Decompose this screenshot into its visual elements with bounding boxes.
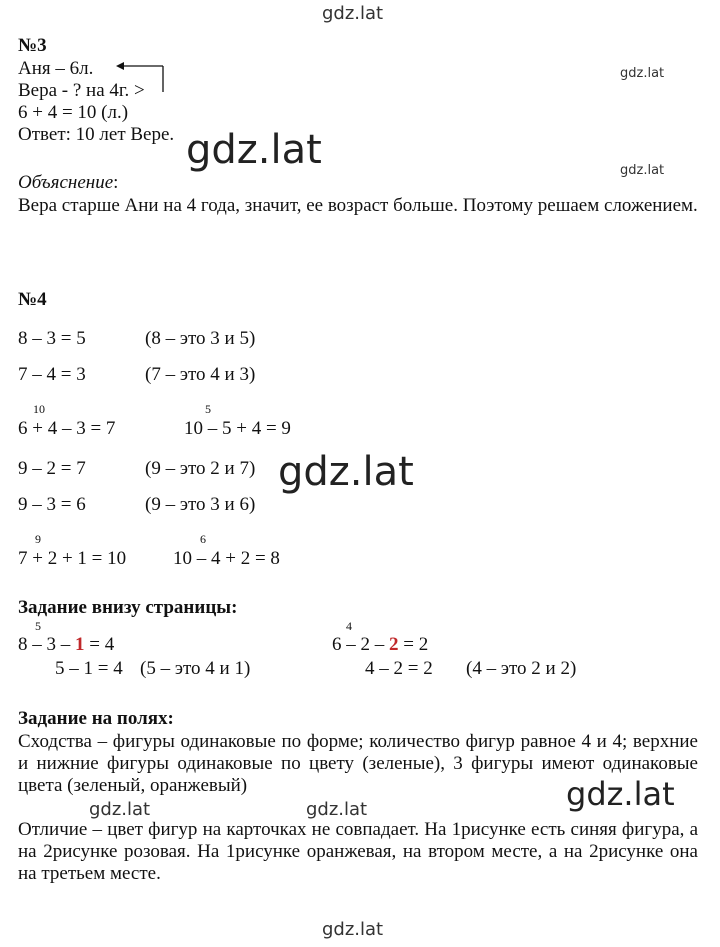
task4-row6b-sup: 6 <box>200 532 206 546</box>
task4-number: №4 <box>18 289 47 310</box>
bottom-b2-comment: (4 – это 2 и 2) <box>466 658 577 679</box>
task4-row6b: 10 – 4 + 2 = 8 <box>173 548 280 569</box>
task4-row5-comment: (9 – это 3 и 6) <box>145 494 256 515</box>
bottom-a2: 5 – 1 = 4 <box>55 658 123 679</box>
watermark-footer: gdz.lat <box>322 919 384 940</box>
watermark-right-2: gdz.lat <box>620 163 665 178</box>
explanation-text: Вера старше Ани на 4 года, значит, ее возраст больше. Поэтому решаем сложением. <box>18 195 698 216</box>
explanation-heading <box>18 172 118 194</box>
task4-row3b: 10 – 5 + 4 = 9 <box>184 418 291 439</box>
bottom-a-equation <box>18 634 114 656</box>
bottom-a-post: = 4 <box>84 634 115 655</box>
watermark-big-3: gdz.lat <box>566 775 675 813</box>
bottom-b-red: 2 <box>389 634 399 655</box>
margin-task-title: Задание на полях: <box>18 708 174 729</box>
task4-row1: 8 – 3 = 5 <box>18 328 86 349</box>
explanation-colon: : <box>113 172 119 193</box>
task4-row3-sup: 10 <box>33 402 45 416</box>
task4-row3b-sup: 5 <box>205 402 211 416</box>
task4-row2-comment: (7 – это 4 и 3) <box>145 364 256 385</box>
task4-row6-sup: 9 <box>35 532 41 546</box>
watermark-right-1: gdz.lat <box>620 66 665 81</box>
task3-line1: Аня – 6л. <box>18 58 94 79</box>
bottom-b-pre: 6 – 2 – <box>332 634 389 655</box>
task3-line3: 6 + 4 = 10 (л.) <box>18 102 129 123</box>
bottom-a-pre: 8 – 3 – <box>18 634 75 655</box>
bottom-b-equation <box>332 634 428 656</box>
explanation-label: Объяснение <box>18 172 114 193</box>
bottom-b-sup: 4 <box>346 619 352 633</box>
watermark-bottom-left: gdz.lat <box>89 799 151 820</box>
bottom-a-red: 1 <box>75 634 85 655</box>
task4-row2: 7 – 4 = 3 <box>18 364 86 385</box>
bottom-b2: 4 – 2 = 2 <box>365 658 433 679</box>
watermark-big-2: gdz.lat <box>278 449 414 495</box>
task3-line2: Вера - ? на 4г. > <box>18 80 145 101</box>
watermark-bottom-mid: gdz.lat <box>306 799 368 820</box>
watermark-top: gdz.lat <box>322 3 384 24</box>
task3-number: №3 <box>18 35 47 56</box>
task4-row3: 6 + 4 – 3 = 7 <box>18 418 116 439</box>
task4-row4: 9 – 2 = 7 <box>18 458 86 479</box>
task4-row5: 9 – 3 = 6 <box>18 494 86 515</box>
watermark-big-1: gdz.lat <box>186 127 322 173</box>
task4-row6: 7 + 2 + 1 = 10 <box>18 548 127 569</box>
task3-answer: Ответ: 10 лет Вере. <box>18 124 175 145</box>
bottom-b-post: = 2 <box>398 634 429 655</box>
task4-row4-comment: (9 – это 2 и 7) <box>145 458 256 479</box>
bottom-a-sup: 5 <box>35 619 41 633</box>
margin-task-paragraph-2: Отличие – цвет фигур на карточках не совпадает. На 1рисунке есть синяя фигура, а на 2рисунке розовая. На 1рисунке оранжевая, на втором месте, а на 2рисунке она на третьем месте. <box>18 819 698 884</box>
bottom-task-title: Задание внизу страницы: <box>18 597 238 618</box>
bottom-a2-comment: (5 – это 4 и 1) <box>140 658 251 679</box>
task4-row1-comment: (8 – это 3 и 5) <box>145 328 256 349</box>
margin-task-paragraph-1: Сходства – фигуры одинаковые по форме; количество фигур равное 4 и 4; верхние и нижние фигуры одинаковые по цвету (зеленые), 3 фигуры имеют одинаковые цвета (зеленый, оранжевый) <box>18 731 698 796</box>
